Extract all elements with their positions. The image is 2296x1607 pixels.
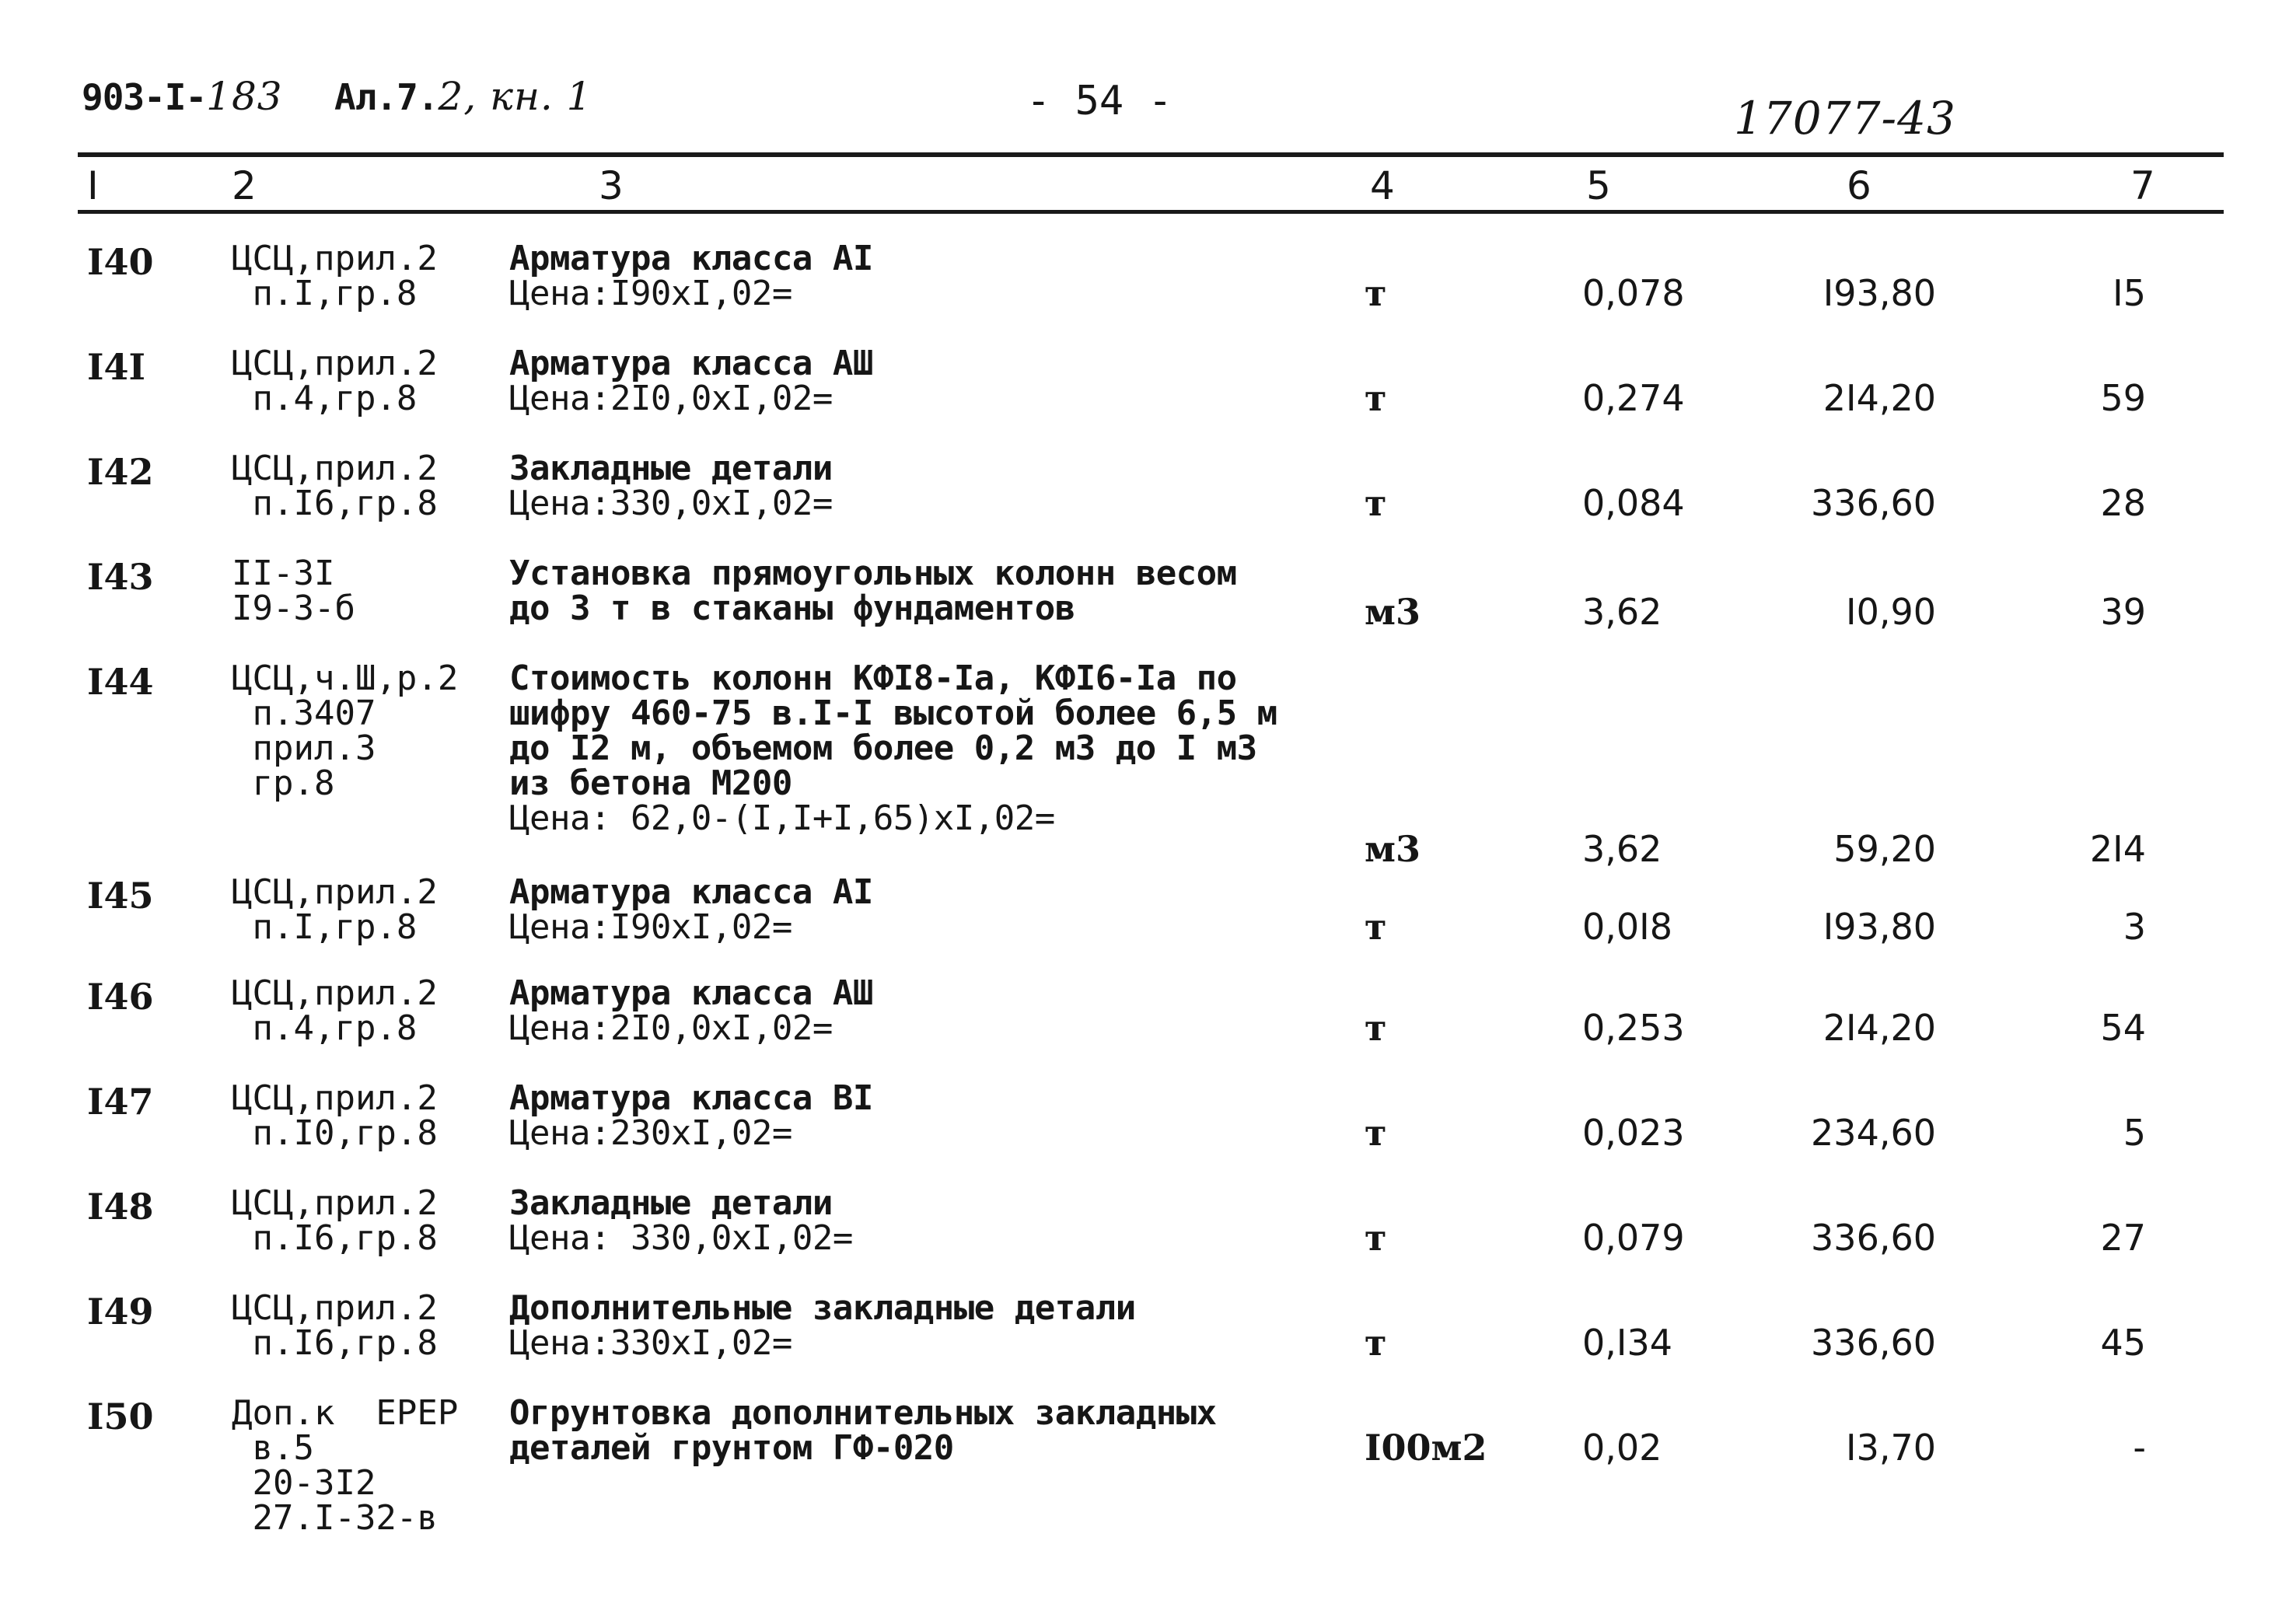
reference-line: ЦСЦ,прил.2 — [232, 239, 438, 278]
total-cell: 39 — [2100, 591, 2146, 633]
price-formula: Цена:I90хI,02= — [509, 907, 792, 947]
quantity-cell: 0,I34 — [1582, 1322, 1672, 1364]
reference-line: п.I6,гр.8 — [232, 484, 438, 523]
reference-line: прил.3 — [232, 728, 376, 768]
description-cell — [509, 1078, 873, 1153]
description-line: Дополнительные закладные детали — [509, 1288, 1136, 1328]
col-number-6: 6 — [1847, 163, 1871, 208]
description-line: Арматура класса АI — [509, 872, 873, 912]
reference-line: п.I0,гр.8 — [232, 1113, 438, 1153]
total-cell: 27 — [2100, 1217, 2146, 1259]
page-number: - 54 - — [1026, 78, 1172, 124]
reference-line: 20-3I2 — [232, 1463, 376, 1503]
total-cell: 5 — [2123, 1112, 2146, 1154]
reference-line: п.4,гр.8 — [232, 1008, 418, 1048]
description-cell — [509, 973, 873, 1048]
price-formula: Цена:330,0хI,02= — [509, 484, 833, 523]
col-number-4: 4 — [1370, 163, 1395, 208]
reference-line: ЦСЦ,прил.2 — [232, 449, 438, 488]
description-line: Арматура класса АI — [509, 239, 873, 278]
description-line: Установка прямоугольных колонн весом — [509, 554, 1237, 593]
reference-line: п.4,гр.8 — [232, 379, 418, 418]
unit-cell: т — [1365, 1007, 1387, 1049]
doc-code-handwritten: 183 — [206, 74, 283, 119]
total-cell: - — [2133, 1427, 2146, 1469]
reference-line: Доп.к ЕРЕР — [232, 1393, 459, 1433]
reference-line: II-3I — [232, 554, 335, 593]
reference-cell — [232, 872, 438, 947]
unit-price-cell: I0,90 — [1846, 591, 1936, 633]
quantity-cell: 0,078 — [1582, 272, 1685, 314]
reference-cell — [232, 973, 438, 1048]
quantity-cell: 0,253 — [1582, 1007, 1685, 1049]
reference-line: ЦСЦ,прил.2 — [232, 1288, 438, 1328]
description-line: из бетона М200 — [509, 763, 792, 803]
unit-cell: т — [1365, 272, 1387, 314]
price-formula: Цена:230хI,02= — [509, 1113, 792, 1153]
price-formula: Цена:I90хI,02= — [509, 274, 792, 313]
reference-cell — [232, 346, 438, 416]
item-number: I47 — [87, 1081, 154, 1123]
reference-line: ЦСЦ,прил.2 — [232, 1183, 438, 1223]
unit-price-cell: 2I4,20 — [1822, 1007, 1936, 1049]
unit-price-cell: 2I4,20 — [1822, 377, 1936, 419]
item-number: I45 — [87, 875, 154, 917]
item-number: I46 — [87, 976, 154, 1018]
doc-code-printed: 903-I- — [82, 76, 207, 118]
item-number: I49 — [87, 1291, 154, 1333]
total-cell: 28 — [2100, 482, 2146, 524]
description-line: Закладные детали — [509, 449, 833, 488]
description-cell — [509, 1393, 1217, 1468]
quantity-cell: 0,02 — [1582, 1427, 1662, 1469]
unit-price-cell: 59,20 — [1833, 828, 1936, 870]
reference-line: п.I,гр.8 — [232, 274, 418, 313]
reference-cell — [232, 1078, 438, 1153]
unit-price-cell: I3,70 — [1846, 1427, 1936, 1469]
reference-line: 27.I-32-в — [232, 1498, 438, 1538]
unit-cell: т — [1365, 377, 1387, 419]
price-formula: Цена:330хI,02= — [509, 1323, 792, 1363]
price-formula: Цена:2I0,0хI,02= — [509, 379, 833, 418]
total-cell: 3 — [2123, 906, 2146, 948]
reference-line: ЦСЦ,прил.2 — [232, 973, 438, 1013]
description-cell — [509, 1288, 1136, 1363]
reference-line: п.3407 — [232, 693, 376, 733]
col-number-5: 5 — [1586, 163, 1611, 208]
reference-line: ЦСЦ,прил.2 — [232, 1078, 438, 1118]
description-cell — [509, 1183, 853, 1258]
description-line: деталей грунтом ГФ-020 — [509, 1428, 954, 1468]
price-formula: Цена: 330,0хI,02= — [509, 1218, 853, 1258]
col-number-2: 2 — [232, 163, 257, 208]
reference-cell — [232, 241, 438, 311]
header-rule-top — [78, 152, 2224, 157]
description-cell — [509, 451, 833, 521]
description-cell — [509, 661, 1277, 836]
unit-cell: I00м2 — [1365, 1427, 1487, 1469]
total-cell: 59 — [2100, 377, 2146, 419]
description-cell — [509, 241, 873, 311]
item-number: I44 — [87, 661, 154, 703]
quantity-cell: 0,0I8 — [1582, 906, 1672, 948]
unit-price-cell: I93,80 — [1822, 906, 1936, 948]
album-handwritten: 2, кн. 1 — [438, 74, 592, 119]
album-printed: Ал.7. — [334, 76, 439, 118]
item-number: I43 — [87, 556, 154, 598]
unit-cell: т — [1365, 1322, 1387, 1364]
reference-line: гр.8 — [232, 763, 335, 803]
reference-cell — [232, 556, 355, 626]
quantity-cell: 0,079 — [1582, 1217, 1685, 1259]
reference-line: I9-3-б — [232, 589, 355, 628]
unit-price-cell: 336,60 — [1811, 1217, 1936, 1259]
price-formula: Цена: 62,0-(I,I+I,65)хI,02= — [509, 798, 1055, 838]
reference-line: ЦСЦ,ч.Ш,р.2 — [232, 659, 459, 698]
description-cell — [509, 872, 873, 947]
quantity-cell: 0,084 — [1582, 482, 1685, 524]
reference-line: п.I,гр.8 — [232, 907, 418, 947]
item-number: I4I — [87, 346, 146, 388]
reference-line: в.5 — [232, 1428, 314, 1468]
reference-line: п.I6,гр.8 — [232, 1218, 438, 1258]
reference-line: ЦСЦ,прил.2 — [232, 872, 438, 912]
unit-cell: т — [1365, 1112, 1387, 1154]
col-number-7: 7 — [2130, 163, 2155, 208]
reference-cell — [232, 1288, 438, 1363]
document-code — [82, 74, 283, 119]
reference-cell — [232, 1393, 459, 1538]
description-cell — [509, 346, 873, 416]
total-cell: 54 — [2100, 1007, 2146, 1049]
quantity-cell: 0,023 — [1582, 1112, 1685, 1154]
reference-cell — [232, 451, 438, 521]
quantity-cell: 3,62 — [1582, 828, 1662, 870]
quantity-cell: 0,274 — [1582, 377, 1685, 419]
item-number: I50 — [87, 1396, 154, 1438]
col-number-3: 3 — [599, 163, 624, 208]
inventory-number: 17077-43 — [1734, 92, 1956, 145]
unit-price-cell: I93,80 — [1822, 272, 1936, 314]
description-line: Арматура класса ВI — [509, 1078, 873, 1118]
unit-price-cell: 234,60 — [1811, 1112, 1936, 1154]
price-formula: Цена:2I0,0хI,02= — [509, 1008, 833, 1048]
unit-cell: м3 — [1365, 828, 1421, 870]
col-number-1: I — [87, 163, 99, 208]
reference-line: ЦСЦ,прил.2 — [232, 344, 438, 383]
description-line: Стоимость колонн КФI8-Iа, КФI6-Iа по — [509, 659, 1237, 698]
header-rule-bottom — [78, 210, 2224, 214]
description-line: Арматура класса АШ — [509, 344, 873, 383]
description-line: до 3 т в стаканы фундаментов — [509, 589, 1075, 628]
unit-price-cell: 336,60 — [1811, 482, 1936, 524]
total-cell: I5 — [2113, 272, 2146, 314]
unit-price-cell: 336,60 — [1811, 1322, 1936, 1364]
description-line: Огрунтовка дополнительных закладных — [509, 1393, 1217, 1433]
unit-cell: т — [1365, 1217, 1387, 1259]
unit-cell: т — [1365, 906, 1387, 948]
album-reference — [334, 74, 592, 119]
description-line: шифру 460-75 в.I-I высотой более 6,5 м — [509, 693, 1277, 733]
reference-line: п.I6,гр.8 — [232, 1323, 438, 1363]
description-line: Закладные детали — [509, 1183, 833, 1223]
description-line: до I2 м, объемом более 0,2 м3 до I м3 — [509, 728, 1257, 768]
quantity-cell: 3,62 — [1582, 591, 1662, 633]
item-number: I48 — [87, 1186, 154, 1228]
total-cell: 2I4 — [2089, 828, 2146, 870]
unit-cell: т — [1365, 482, 1387, 524]
reference-cell — [232, 661, 458, 801]
reference-cell — [232, 1183, 438, 1258]
unit-cell: м3 — [1365, 591, 1421, 633]
item-number: I42 — [87, 451, 154, 493]
total-cell: 45 — [2100, 1322, 2146, 1364]
description-cell — [509, 556, 1237, 626]
item-number: I40 — [87, 241, 154, 283]
description-line: Арматура класса АШ — [509, 973, 873, 1013]
